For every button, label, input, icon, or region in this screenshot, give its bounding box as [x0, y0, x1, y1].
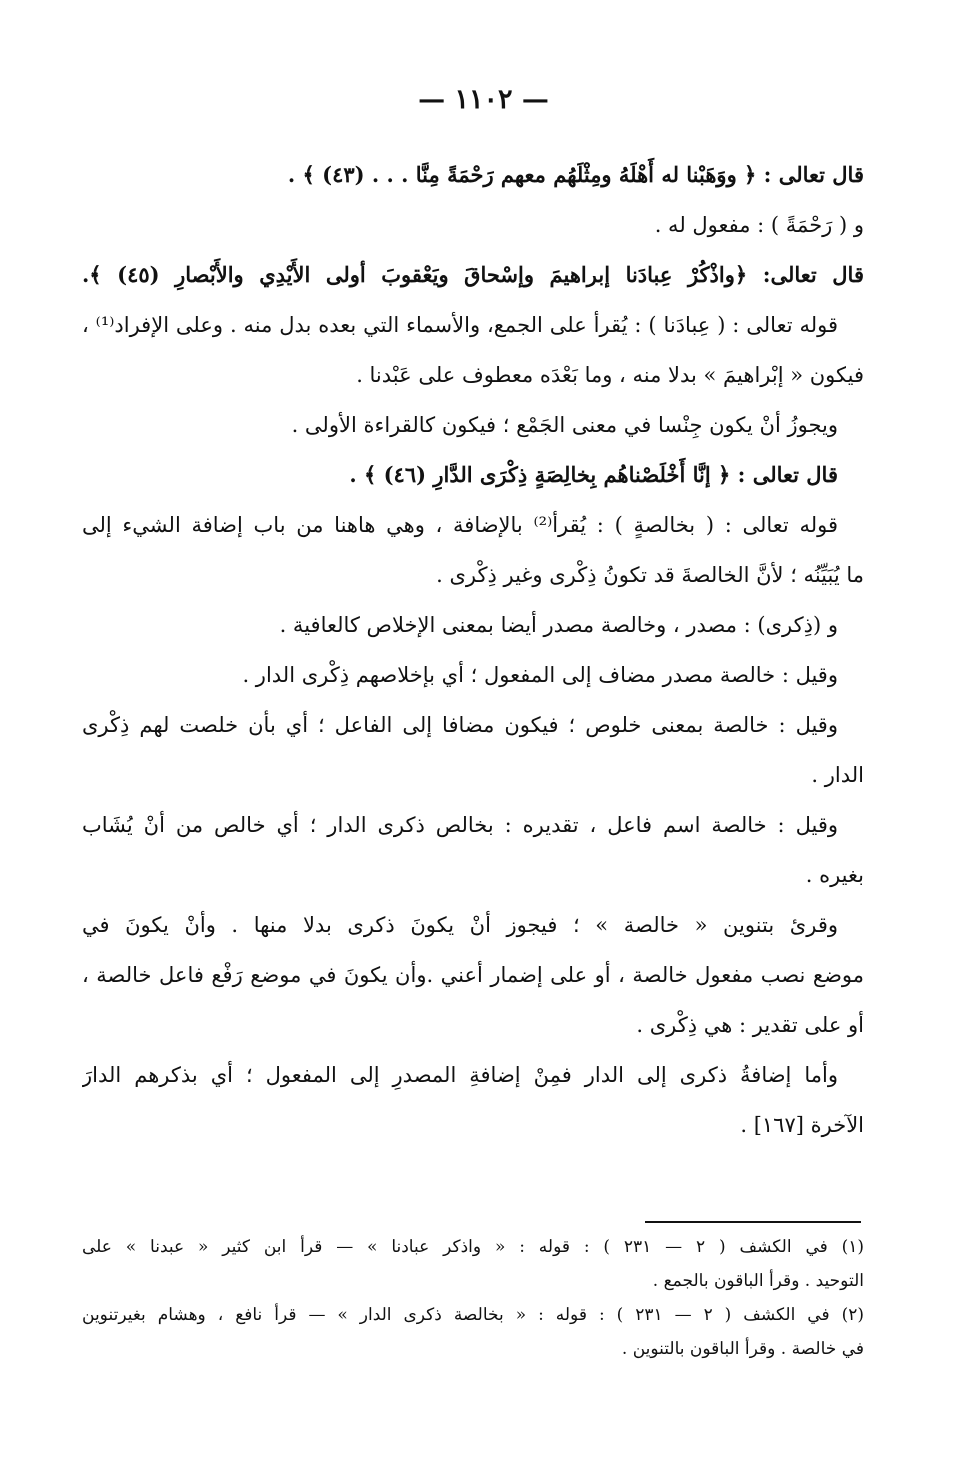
- text-line: و ( رَحْمَةً ) : مفعول له .: [654, 213, 864, 237]
- text-line: وقرئ بتنوين « خالصة » ؛ فيجوز أنْ يكونَ ذكرى بدلا منها . وأنْ يكونَ في: [82, 913, 838, 937]
- text-line: ويجوزُ أنْ يكون جِنْسا في معنى الجَمْع ؛ فيكون كالقراءة الأولى .: [291, 413, 838, 437]
- main-text: [82, 150, 864, 1150]
- text-line: وقيل : خالصة بمعنى خلوص ؛ فيكون مضافا إلى الفاعل ؛ أي بأن خلصت لهم ذِكْرى: [82, 713, 838, 737]
- verse-line: قال تعالى : ﴿ إنَّا أَخْلَصْناهُم بِخالِصَةٍ ذِكْرَى الدَّارِ (٤٦) ﴾ .: [349, 462, 838, 487]
- page-number: — ١١٠٢ —: [418, 84, 549, 115]
- text-line: وقيل : خالصة مصدر مضاف إلى المفعول ؛ أي بإخلاصهم ذِكْرى الدار .: [242, 663, 838, 687]
- text-line: وقيل : خالصة اسم فاعل ، تقديره : بخالص ذكرى الدار ؛ أي خالص من أنْ يُشَاب: [82, 813, 838, 837]
- footnote-line: (٢) في الكشف ( ٢ — ٢٣١ ) : قوله : « بخالصة ذكرى الدار » — قرأ نافع ، وهشام بغيرتنوين: [82, 1305, 864, 1325]
- verse-line: قال تعالى: ﴿واذْكُرْ عِبادَنا إبراهيمَ وإسْحاقَ ويَعْقوبَ أولى الأَيْدِي والأَبْصارِ (٤٥) ﴾.: [82, 262, 864, 287]
- text-line: قوله تعالى : ( عِبادَنا ) : يُقرأ على الجمع، والأسماء التي بعده بدل منه . وعلى الإفراد⁽¹⁾ ،: [82, 313, 838, 337]
- text-line: و (ذِكرى) : مصدر ، وخالصة مصدر أيضا بمعنى الإخلاص كالعافية .: [279, 613, 838, 637]
- footnotes: [82, 1230, 864, 1366]
- text-line: وأما إضافةُ ذكرى إلى الدار فمِنْ إضافةِ المصدرِ إلى المفعول ؛ أي بذكرهم الدارَ: [82, 1063, 838, 1087]
- text-line: فيكون « إبْراهيمَ » بدلا منه ، وما بَعْدَه معطوف على عَبْدنا .: [356, 363, 864, 387]
- text-line: موضع نصب مفعول خالصة ، أو على إضمار أعني .وأن يكونَ في موضع رَفْع فاعل خالصة ،: [82, 963, 864, 987]
- text-line: ما يُبَيِّنُه ؛ لأنَّ الخالصةَ قد تكونُ ذِكْرى وغير ذِكْرى .: [436, 563, 864, 587]
- footnote-line: التوحيد . وقرأ الباقون بالجمع .: [652, 1271, 864, 1291]
- verse-line: قال تعالى : ﴿ ووَهَبْنا له أَهْلَهُ ومِثْلَهُم معهم رَحْمَةً مِنَّا . . . (٤٣) ﴾ .: [287, 162, 864, 187]
- footnote-line: في خالصة . وقرأ الباقون بالتنوين .: [621, 1339, 864, 1359]
- text-line: الدار .: [811, 763, 864, 787]
- text-line: أو على تقدير : هي ذِكْرى .: [636, 1013, 864, 1037]
- footnote-line: (١) في الكشف ( ٢ — ٢٣١ ) : قوله : « واذكر عبادنا » — قرأ ابن كثير « عبدنا » على: [82, 1237, 864, 1257]
- footnote-divider: [645, 1221, 861, 1223]
- text-line: بغيره .: [805, 863, 864, 887]
- text-line: الآخرة [١٦٧] .: [740, 1113, 864, 1137]
- text-line: قوله تعالى : ( بخالصةٍ ) : يُقرأ⁽²⁾ بالإضافة ، وهي هاهنا من باب إضافة الشيء إلى: [82, 513, 838, 537]
